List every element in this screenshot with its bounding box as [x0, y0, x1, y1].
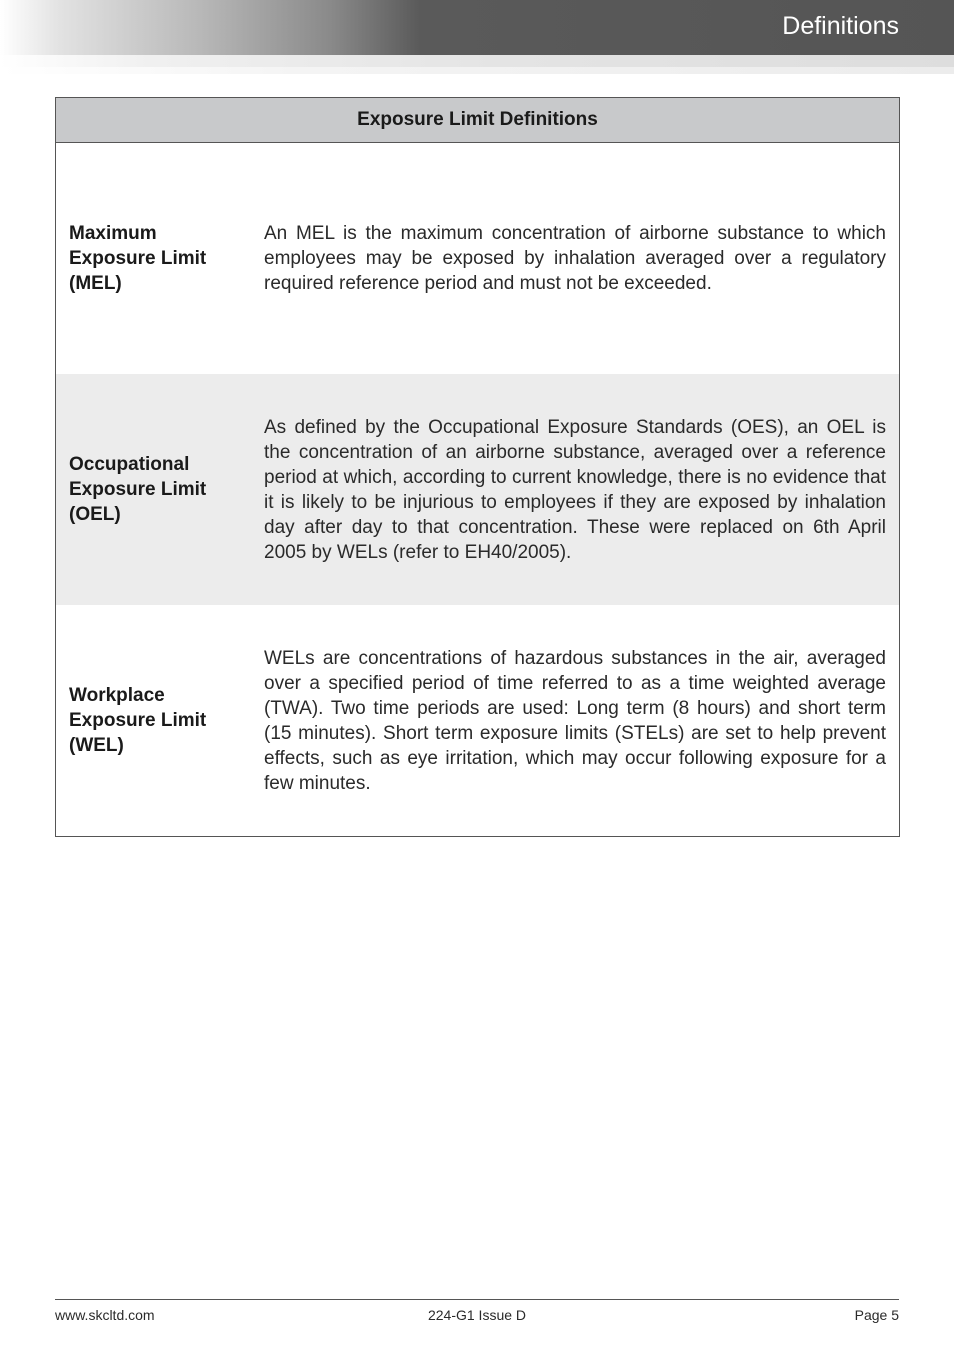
section-title: Definitions — [782, 12, 899, 40]
footer-document-id: 224-G1 Issue D — [427, 1307, 527, 1323]
term-line: (OEL) — [69, 504, 121, 525]
definition-row-mel — [56, 143, 899, 374]
definition-term — [56, 683, 250, 758]
definition-text: WELs are concentrations of hazardous substances in the air, averaged over a specified period of time referred to as a time weighted average (TWA). Two time periods are used: Long term (8 hours) and short term (15 minutes). Short term exposure limits (STELs) are set to help prevent effects, such as eye irritation, which may occur following exposure for a few minutes. — [264, 647, 886, 794]
term-line: Workplace — [69, 685, 165, 706]
term-line: (WEL) — [69, 735, 124, 756]
term-line: Exposure Limit — [69, 710, 207, 731]
footer-page-number: Page 5 — [854, 1307, 899, 1323]
term-line: Maximum — [69, 223, 157, 244]
definitions-table — [55, 97, 900, 837]
header-strip-light — [0, 67, 954, 74]
term-line: (MEL) — [69, 273, 122, 294]
definition-text: As defined by the Occupational Exposure Standards (OES), an OEL is the concentration of an airborne substance, averaged over a reference period at which, according to current knowledge, there is no evidence that it is likely to be injurious to employees if they are exposed by inhalation day after day to that concentration. These were replaced on 6th April 2005 by WELs (refer to EH40/2005). — [264, 416, 886, 563]
footer-website-link[interactable]: www.skcltd.com — [55, 1307, 155, 1323]
definition-term — [56, 452, 250, 527]
definition-text: An MEL is the maximum concentration of airborne substance to which employees may be exposed by inhalation averaged over a regulatory required reference period and must not be exceeded. — [264, 223, 886, 294]
term-line: Exposure Limit — [69, 479, 207, 500]
term-line: Exposure Limit — [69, 248, 207, 269]
definition-term — [56, 221, 250, 296]
table-heading: Exposure Limit Definitions — [56, 98, 899, 143]
term-line: Occupational — [69, 454, 190, 475]
footer-rule — [55, 1299, 899, 1300]
definition-row-wel — [56, 605, 899, 836]
definition-row-oel — [56, 374, 899, 605]
